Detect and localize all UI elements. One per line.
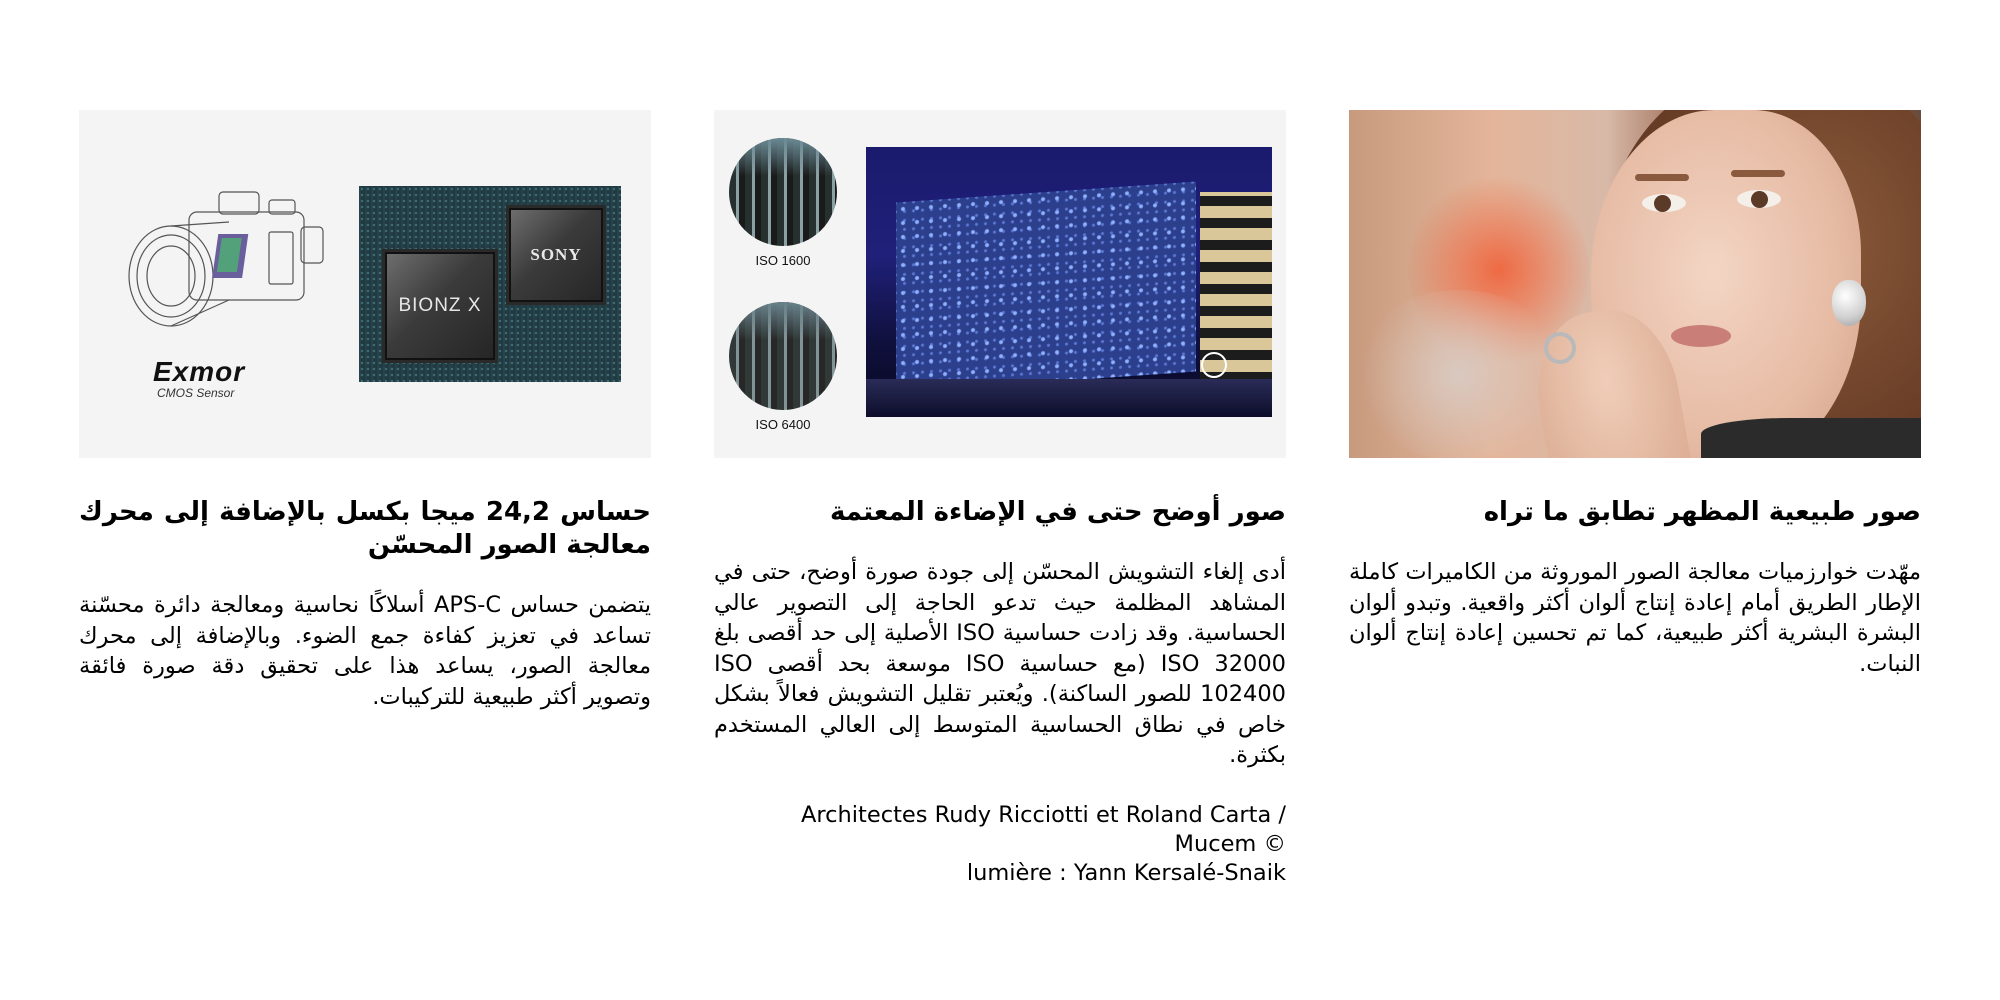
feature-title: صور طبيعية المظهر تطابق ما تراه bbox=[1483, 497, 1921, 527]
feature-natural-images bbox=[1349, 110, 1921, 888]
portrait-lips bbox=[1671, 325, 1731, 347]
bionz-x-chip: BIONZ X bbox=[385, 252, 495, 360]
night-building-photo bbox=[866, 147, 1272, 417]
photo-credit bbox=[714, 801, 1286, 888]
exmor-logo bbox=[153, 358, 245, 400]
portrait-eyebrow bbox=[1635, 174, 1689, 181]
iso-label: ISO 1600 bbox=[755, 253, 811, 268]
portrait-photo bbox=[1349, 110, 1921, 458]
exmor-logo-subtext: CMOS Sensor bbox=[157, 386, 235, 400]
feature-title: صور أوضح حتى في الإضاءة المعتمة bbox=[830, 497, 1286, 527]
camera-line-drawing bbox=[119, 172, 329, 342]
photo-credit-line: Architectes Rudy Ricciotti et Roland Carta / Mucem © bbox=[801, 801, 1286, 857]
features-row bbox=[79, 110, 1921, 888]
portrait-earring bbox=[1832, 280, 1866, 326]
exmor-logo-text: Exmor bbox=[153, 356, 246, 387]
portrait-eyebrow bbox=[1731, 170, 1785, 177]
feature-title: حساس 24,2 ميجا بكسل بالإضافة إلى محرك معالجة الصور المحسّن bbox=[79, 497, 651, 560]
zoom-crop-iso-1600 bbox=[729, 138, 837, 246]
photo-credit-line: lumière : Yann Kersalé-Snaik bbox=[966, 859, 1286, 886]
feature-body: يتضمن حساس APS-C أسلاكًا نحاسية ومعالجة دائرة محسّنة تساعد في تعزيز كفاءة جمع الضوء. وبالإضافة إلى محرك معالجة الصور، يساعد هذا على تحقيق دقة صورة فائقة وتصوير أكثر طبيعية للتركيبات. bbox=[79, 592, 651, 710]
sensor-illustration bbox=[79, 110, 651, 458]
portrait-ring bbox=[1544, 332, 1576, 364]
portrait-eye bbox=[1642, 194, 1686, 212]
feature-body: مهّدت خوارزميات معالجة الصور الموروثة من الكاميرات كاملة الإطار الطريق أمام إعادة إنتاج ألوان أكثر واقعية. وتبدو ألوان البشرة البشرية أكثر طبيعية، كما تم تحسين إعادة إنتاج ألوان النبات. bbox=[1349, 559, 1921, 677]
sony-chip: SONY bbox=[509, 208, 603, 302]
feature-body: أدى إلغاء التشويش المحسّن إلى جودة صورة أوضح، حتى في المشاهد المظلمة حيث تدعو الحاجة إلى التصوير عالي الحساسية. وقد زادت حساسية ISO الأصلية إلى حد أقصى بلغ ISO 32000 (مع حساسية ISO موسعة بحد أقصى ISO 102400 للصور الساكنة). ويُعتبر تقليل التشويش فعالاً بشكل خاص في نطاق الحساسية المتوسط إلى العالي المستخدم بكثرة. bbox=[714, 559, 1286, 768]
zoom-marker-circle bbox=[1201, 352, 1227, 378]
feature-sensor bbox=[79, 110, 651, 888]
bokeh-blob bbox=[1349, 290, 1569, 458]
zoom-crop-iso-6400 bbox=[729, 302, 837, 410]
iso-label: ISO 6400 bbox=[755, 417, 811, 432]
feature-low-light bbox=[714, 110, 1286, 888]
circuit-board bbox=[359, 186, 621, 382]
portrait-shirt bbox=[1701, 418, 1921, 458]
water-reflection bbox=[866, 379, 1272, 417]
low-light-comparison bbox=[714, 110, 1286, 458]
portrait-eye bbox=[1737, 190, 1781, 208]
lit-facade bbox=[896, 182, 1196, 393]
